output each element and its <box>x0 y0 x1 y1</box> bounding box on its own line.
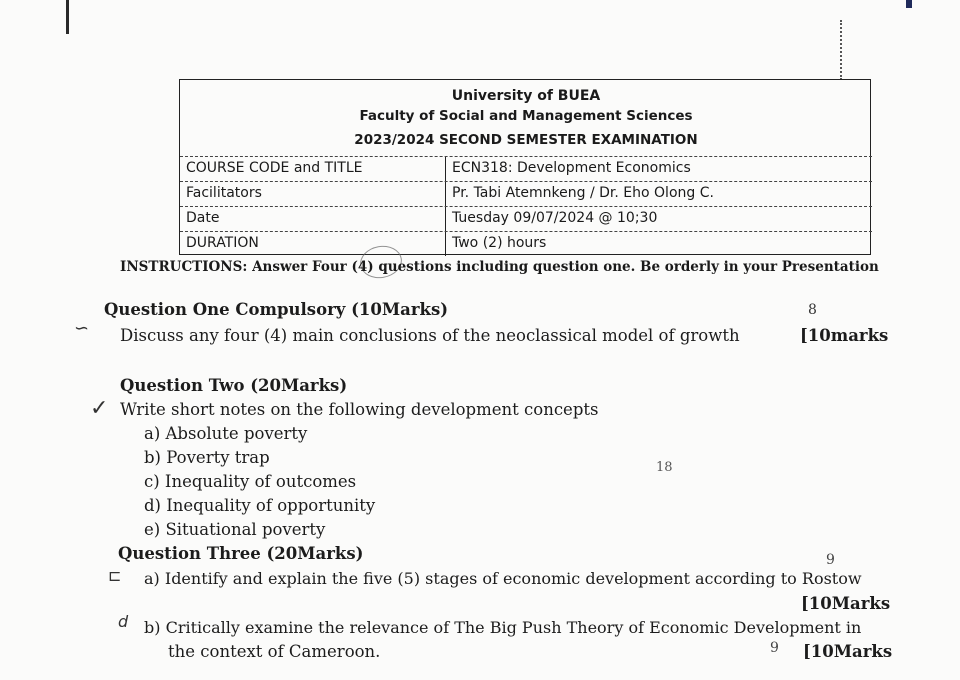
q1-text: Discuss any four (4) main conclusions of the neoclassical model of growth <box>120 326 740 345</box>
row-label: Date <box>186 210 220 226</box>
header-row-facilitators <box>180 181 872 206</box>
instructions: INSTRUCTIONS: Answer Four (4) questions including question one. Be orderly in your Presentation <box>120 259 879 275</box>
q2-item: c) Inequality of outcomes <box>144 472 357 491</box>
row-value: Pr. Tabi Atemnkeng / Dr. Eho Olong C. <box>452 185 714 201</box>
q3-part-b-cont: the context of Cameroon. <box>168 642 381 661</box>
pen-mark-icon: ⊏ <box>108 566 122 585</box>
q3-a-marks: [10Marks <box>801 594 891 613</box>
faculty-name: Faculty of Social and Management Sciences <box>359 108 693 124</box>
q3-title: Question Three (20Marks) <box>118 544 364 563</box>
handwritten-mark: 9 <box>770 640 779 656</box>
check-icon: ✓ <box>90 396 109 421</box>
scan-edge <box>66 0 69 34</box>
handwritten-mark: 9 <box>826 552 835 568</box>
q2-title: Question Two (20Marks) <box>120 376 348 395</box>
exam-header-box <box>179 79 871 255</box>
q2-item: e) Situational poverty <box>144 520 326 539</box>
scan-mark <box>906 0 912 8</box>
q3-b-marks: [10Marks <box>803 642 893 661</box>
q3-part-a: a) Identify and explain the five (5) stages of economic development according to Rostow <box>144 569 862 588</box>
handwritten-mark: 18 <box>656 460 673 475</box>
dotted-mark <box>840 20 846 80</box>
row-value: Two (2) hours <box>452 235 547 251</box>
q2-item: d) Inequality of opportunity <box>144 496 376 515</box>
row-value: ECN318: Development Economics <box>452 160 691 176</box>
row-value: Tuesday 09/07/2024 @ 10;30 <box>452 210 658 226</box>
university-name: University of BUEA <box>451 88 601 104</box>
q2-item: a) Absolute poverty <box>144 424 308 443</box>
q3-part-b: b) Critically examine the relevance of The Big Push Theory of Economic Development in <box>144 618 862 637</box>
handwritten-mark: 8 <box>808 302 817 318</box>
q1-marks: [10marks <box>800 326 889 345</box>
pen-mark-icon: d <box>118 612 129 631</box>
pen-tick-icon: ∽ <box>74 318 90 339</box>
exam-title: 2023/2024 SECOND SEMESTER EXAMINATION <box>354 132 698 148</box>
q2-text: Write short notes on the following development concepts <box>120 400 599 419</box>
q2-item: b) Poverty trap <box>144 448 270 467</box>
row-label: COURSE CODE and TITLE <box>186 160 363 176</box>
q1-title: Question One Compulsory (10Marks) <box>104 300 449 319</box>
row-label: Facilitators <box>186 185 262 201</box>
header-row-duration <box>180 231 872 256</box>
row-label: DURATION <box>186 235 259 251</box>
header-row-date <box>180 206 872 231</box>
header-row-course <box>180 156 872 181</box>
